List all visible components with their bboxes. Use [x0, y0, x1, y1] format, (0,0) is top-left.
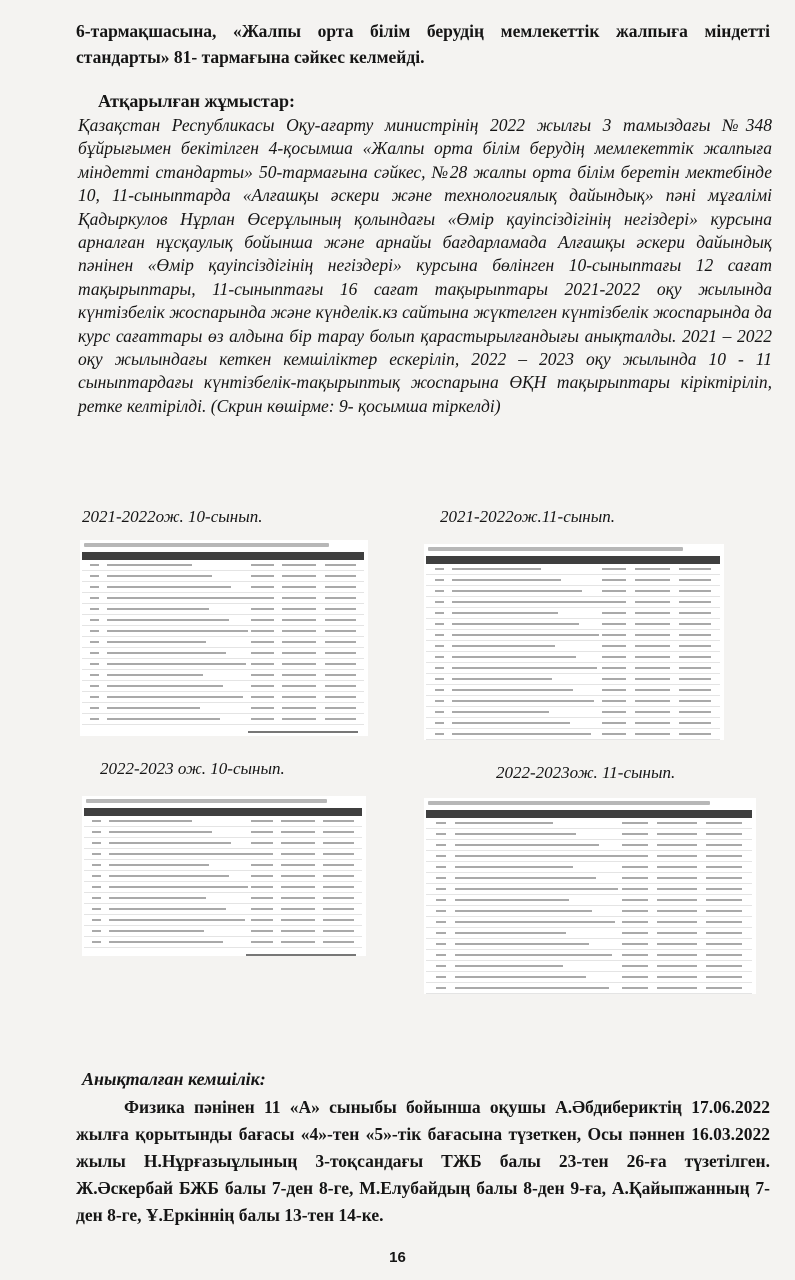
screenshot-table-header: [82, 552, 364, 560]
screenshot-table-row: [426, 652, 720, 663]
screenshot-table-row: [426, 972, 752, 983]
screenshot-table-row: [82, 571, 364, 582]
screenshot-table-row: [426, 840, 752, 851]
screenshot-title-bar: [86, 799, 327, 803]
screenshot-table-row: [426, 917, 752, 928]
screenshot-table-row: [84, 816, 362, 827]
screenshot-table-row: [426, 729, 720, 740]
screenshot-table-row: [82, 703, 364, 714]
screenshot-table-row: [82, 670, 364, 681]
screenshot-table-row: [82, 659, 364, 670]
screenshot-table-row: [84, 871, 362, 882]
screenshot-table-row: [426, 630, 720, 641]
screenshot-title-bar: [428, 801, 710, 805]
intro-paragraph: 6-тармақшасына, «Жалпы орта білім берудің мемлекеттік жалпыға міндетті стандарты» 81- тармағына сәйкес келмейді.: [76, 21, 770, 67]
screenshot-table-row: [84, 893, 362, 904]
screenshot-table-row: [426, 950, 752, 961]
screenshot-table-row: [426, 718, 720, 729]
screenshot-table-row: [426, 696, 720, 707]
screenshot-table-row: [84, 849, 362, 860]
screenshot-table-row: [426, 575, 720, 586]
screenshot-table-header: [426, 556, 720, 564]
caption-2021-2022-grade-11: 2021-2022ож.11-сынып.: [440, 507, 615, 526]
screenshot-table-body: [426, 818, 752, 994]
screenshot-table-row: [426, 939, 752, 950]
caption-2021-2022-grade-10: 2021-2022ож. 10-сынып.: [82, 507, 263, 526]
caption-2022-2023-grade-10: 2022-2023 ож. 10-сынып.: [100, 759, 285, 778]
screenshot-table-row: [426, 818, 752, 829]
screenshot-table-row: [84, 860, 362, 871]
page-number: 16: [389, 1249, 406, 1266]
deficiency-heading: Анықталған кемшілік:: [82, 1069, 266, 1089]
screenshot-table-row: [426, 619, 720, 630]
screenshot-table-row: [82, 637, 364, 648]
screenshot-table-row: [82, 593, 364, 604]
screenshot-title-bar: [428, 547, 683, 551]
screenshot-table-row: [426, 707, 720, 718]
screenshot-table-row: [84, 827, 362, 838]
screenshot-table-row: [426, 895, 752, 906]
screenshot-table-row: [426, 586, 720, 597]
caption-2022-2023-grade-11: 2022-2023ож. 11-сынып.: [496, 763, 676, 782]
screenshot-table-row: [82, 626, 364, 637]
screenshot-table-row: [426, 608, 720, 619]
screenshot-table-row: [82, 681, 364, 692]
screenshot-table-row: [426, 663, 720, 674]
screenshot-table-row: [82, 648, 364, 659]
screenshot-table-row: [82, 692, 364, 703]
screenshot-table-row: [82, 714, 364, 725]
screenshot-table-header: [426, 810, 752, 818]
works-heading: Атқарылған жұмыстар:: [98, 91, 295, 111]
screenshot-table-row: [426, 873, 752, 884]
screenshot-2021-2022-grade-10: [80, 540, 368, 736]
screenshot-table-row: [426, 674, 720, 685]
screenshot-table-row: [426, 961, 752, 972]
screenshot-table-row: [82, 604, 364, 615]
screenshot-2022-2023-grade-10: [82, 796, 366, 956]
screenshot-table-body: [82, 560, 364, 725]
screenshot-table-row: [84, 937, 362, 948]
screenshot-table-row: [426, 597, 720, 608]
works-paragraph: Қазақстан Республикасы Оқу-ағарту министрінің 2022 жылғы 3 тамыздағы №348 бұйрығымен бекітілген 4-қосымша «Жалпы орта білім берудің мемлекеттік жалпыға міндетті стандарты» 50-тармағына сәйкес, №28 жалпы орта білім беретін мектебінде 10, 11-сыныптарда «Алғашқы әскери және технологиялық дайындық» пәні мұғалімі Қадыркулов Нұрлан Өсерұлының қолындағы «Өмір қауіпсіздігінің негіздері» курсына арналған нұсқаулық бойынша және арнайы бағдарламада Алғашқы әскери дайындық пәнінен «Өмір қауіпсіздігінің негіздері» курсына бөлінген 10-сыныптағы 12 сағат тақырыптары, 11-сыныптағы 16 сағат тақырыптары 2021-2022 оқу жылында күнтізбелік жоспарында және күнделік.кз сайтына жүктелген күнтізбелік жоспарында да курс сағаттары өз алдына бір тарау болып қарастырылғандығы анықталды. 2021 – 2022 оқу жылындағы кеткен кемшіліктер ескеріліп, 2022 – 2023 оқу жылында 10 - 11 сыныптардағы күнтізбелік-тақырыптық жоспарына ӨҚН тақырыптары кіріктіріліп, ретке келтірілді. (Скрин көшірме: 9- қосымша тіркелді): [78, 115, 772, 416]
screenshot-table-row: [426, 641, 720, 652]
screenshot-table-row: [84, 838, 362, 849]
screenshot-table-row: [426, 564, 720, 575]
screenshot-2022-2023-grade-11: [424, 798, 756, 994]
screenshot-2021-2022-grade-11: [424, 544, 724, 740]
screenshot-table-row: [426, 685, 720, 696]
screenshot-table-row: [84, 915, 362, 926]
screenshot-table-row: [426, 928, 752, 939]
screenshot-table-row: [426, 862, 752, 873]
screenshot-footer-line: [248, 731, 358, 733]
screenshot-table-row: [82, 615, 364, 626]
screenshot-title-bar: [84, 543, 329, 547]
screenshot-table-row: [426, 906, 752, 917]
screenshot-footer-line: [246, 954, 356, 956]
screenshot-table-row: [82, 560, 364, 571]
screenshot-table-body: [426, 564, 720, 740]
screenshot-table-row: [84, 882, 362, 893]
screenshot-table-header: [84, 808, 362, 816]
screenshot-table-row: [426, 884, 752, 895]
screenshot-table-body: [84, 816, 362, 948]
screenshot-table-row: [426, 851, 752, 862]
screenshot-table-row: [426, 829, 752, 840]
deficiency-paragraph: Физика пәнінен 11 «А» сыныбы бойынша оқушы А.Әбдибериктің 17.06.2022 жылға қорытынды бағасы «4»-тен «5»-тік бағасына түзеткен, Осы пәннен 16.03.2022 жылы Н.Нұрғазыұлының 3-тоқсандағы ТЖБ балы 23-тен 26-ға түзетілген. Ж.Әскербай БЖБ балы 7-ден 8-ге, М.Елубайдың балы 8-ден 9-ға, А.Қайыпжанның 7-ден 8-ге, Ұ.Еркіннің балы 13-тен 14-ке.: [76, 1097, 770, 1225]
screenshot-table-row: [82, 582, 364, 593]
screenshot-table-row: [426, 983, 752, 994]
screenshot-table-row: [84, 904, 362, 915]
screenshot-table-row: [84, 926, 362, 937]
